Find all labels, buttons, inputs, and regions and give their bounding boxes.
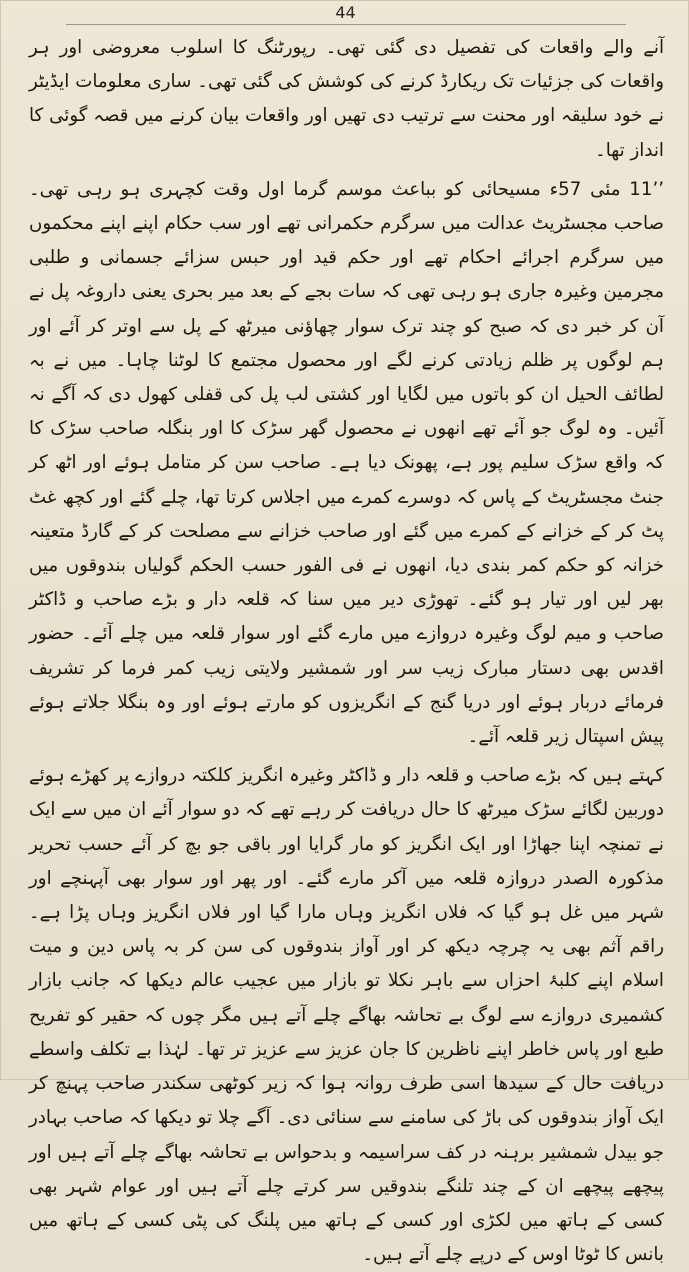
paragraph-intro: آنے والے واقعات کی تفصیل دی گئی تھی۔ رپورٹنگ کا اسلوب معروضی اور ہر واقعات کی جزئیات تک ریکارڈ کرنے کی کوشش کی گئی تھی۔ ساری معلومات ایڈیٹر نے خود سلیقہ اور محنت سے ترتیب دی تھیں اور واقعات بیان کرنے میں قصہ گوئی کا انداز تھا۔: [29, 37, 664, 161]
page-number: 44: [1, 3, 689, 25]
paragraph-account: کہتے ہیں کہ بڑے صاحب و قلعہ دار و ڈاکٹر وغیرہ انگریز کلکتہ دروازے پر کھڑے ہوئے دوربین لگائے سڑک میرٹھ کا حال دریافت کر رہے تھے کہ دو سوار آئے ان میں سے ایک نے تمنچہ اپنا جھاڑا اور ایک انگریز کو مار گرایا اور باقی جو بچ کر آئے حسب تحریر مذکورہ الصدر دروازہ قلعہ میں آکر مارے گئے۔ اور پھر اور سوار بھی آپہنچے اور شہر میں غل ہو گیا کہ فلاں انگریز وہاں مارا گیا اور فلاں انگریز وہاں پڑا ہے۔ راقم آثم بھی یہ چرچہ دیکھ کر اور آواز بندوقوں کی سن کر بہ پاس دین و میت اسلام اپنے کلبۂ احزاں سے باہر نکلا تو بازار میں عجیب عالم دیکھا کہ جانب بازار کشمیری دروازے سے لوگ بے تحاشہ بھاگے چلے آتے ہیں مگر چوں کہ حقیر کو تفریح طبع اور پاس خاطر اپنے ناظرین کا جان عزیز سے عزیز تر تھا۔ لہٰذا بے تکلف واسطے دریافت حال کے سیدھا اسی طرف روانہ ہوا کہ زیر کوٹھی سکندر صاحب پہنچ کر ایک آواز بندوقوں کی باڑ کی سامنے سے سنائی دی۔ آگے چلا تو دیکھا کہ صاحب بہادر جو بیدل شمشیر برہنہ در کف سراسیمہ و بدحواس بے تحاشہ بھاگے چلے آتے ہیں اور پیچھے پیچھے ان کے چند تلنگے بندوقیں سر کرتے چلے آتے ہیں اور عوام شہر بھی کسی کے ہاتھ میں لکڑی اور کسی کے ہاتھ میں پلنگ کی پٹی کسی کے ہاتھ میں بانس کا ٹوٹا اوس کے درپے چلے آتے ہیں۔: [29, 765, 664, 1266]
paragraph-report-quote: ’’11 مئی 57ء مسیحائی کو بباعث موسم گرما اول وقت کچہری ہو رہی تھی۔ صاحب مجسٹریٹ عدالت میں سرگرم حکمرانی تھے اور سب حکام اپنے اپنے محکموں میں سرگرم اجرائے احکام تھے اور حکم قید اور حبس سزائے جسمانی و طلبی مجرمین وغیرہ جاری ہو رہی تھی کہ سات بجے کے بعد میر بحری یعنی داروغہ پل نے آن کر خبر دی کہ صبح کو چند ترک سوار چھاؤنی میرٹھ کے پل سے اوتر کر آئے اور ہم لوگوں پر ظلم زیادتی کرنے لگے اور محصول مجتمع کا لوٹنا چاہا۔ میں نے بہ لطائف الحیل ان کو باتوں میں لگایا اور کشتی لب پل کی قفلی کھول دی کہ آگے نہ آئیں۔ وہ لوگ جو آئے تھے انھوں نے محصول گھر سڑک کا اور بنگلہ صاحب سڑک کا کہ واقع سڑک سلیم پور ہے، پھونک دیا ہے۔ صاحب سن کر متامل ہوئے اور اٹھ کر جنٹ مجسٹریٹ کے پاس کہ دوسرے کمرے میں اجلاس کرتا تھا، چلے گئے اور کچھ غٹ پٹ کر کے خزانے کے کمرے میں گئے اور صاحب خزانے سے مصلحت کر کے گارڈ متعینہ خزانہ کو حکم کمر بندی دیا، انھوں نے فی الفور حسب الحکم گولیاں بندوقوں میں بھر لیں اور تیار ہو گئے۔ تھوڑی دیر میں سنا کہ قلعہ دار و بڑے صاحب و ڈاکٹر صاحب و میم لوگ وغیرہ دروازے میں مارے گئے اور سوار قلعہ میں چلے آئے۔ حضور اقدس بھی دستار مبارک زیب سر اور شمشیر ولایتی زیب کمر فرما کر تشریف فرمائے دربار ہوئے اور دریا گنج کے انگریزوں کو مارتے ہوئے اور وہ بنگلا جلاتے ہوئے پیش اسپتال زیر قلعہ آئے۔: [29, 178, 665, 748]
body-text: [29, 31, 664, 1272]
